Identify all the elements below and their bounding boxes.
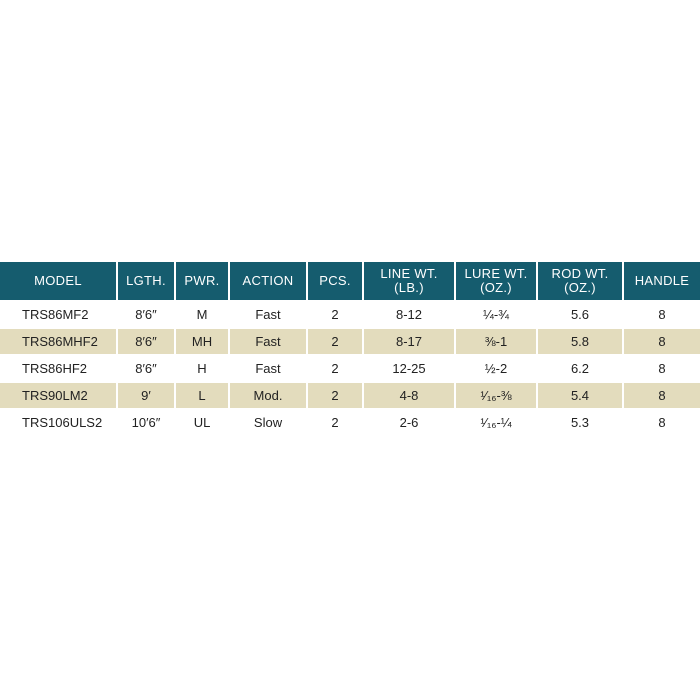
handle-cell: 8 — [624, 381, 700, 408]
line-weight-cell: 12-25 — [364, 354, 456, 381]
model-cell: TRS86MF2 — [0, 300, 118, 327]
pieces-cell: 2 — [308, 408, 364, 435]
action-cell: Fast — [230, 354, 308, 381]
length-cell: 8′6″ — [118, 327, 176, 354]
rod-spec-table — [0, 262, 700, 435]
header-length: LGTH. — [118, 262, 176, 300]
model-cell: TRS90LM2 — [0, 381, 118, 408]
header-model: MODEL — [0, 262, 118, 300]
model-cell: TRS86HF2 — [0, 354, 118, 381]
line-weight-cell: 8-17 — [364, 327, 456, 354]
line-weight-cell: 8-12 — [364, 300, 456, 327]
rod-weight-cell: 5.4 — [538, 381, 624, 408]
length-cell: 8′6″ — [118, 300, 176, 327]
power-cell: M — [176, 300, 230, 327]
line-weight-cell: 4-8 — [364, 381, 456, 408]
action-cell: Slow — [230, 408, 308, 435]
length-cell: 9′ — [118, 381, 176, 408]
rod-weight-cell: 5.3 — [538, 408, 624, 435]
power-cell: UL — [176, 408, 230, 435]
lure-weight-cell: ⅜-1 — [456, 327, 538, 354]
action-cell: Mod. — [230, 381, 308, 408]
handle-cell: 8 — [624, 408, 700, 435]
rod-weight-cell: 6.2 — [538, 354, 624, 381]
lure-weight-cell: ¼-¾ — [456, 300, 538, 327]
handle-cell: 8 — [624, 300, 700, 327]
rod-weight-cell: 5.6 — [538, 300, 624, 327]
pieces-cell: 2 — [308, 381, 364, 408]
table-row — [0, 354, 700, 381]
model-cell: TRS86MHF2 — [0, 327, 118, 354]
header-handle: HANDLE — [624, 262, 700, 300]
table-row — [0, 381, 700, 408]
model-cell: TRS106ULS2 — [0, 408, 118, 435]
lure-weight-cell: ½-2 — [456, 354, 538, 381]
header-lure-weight: LURE WT. (OZ.) — [456, 262, 538, 300]
power-cell: H — [176, 354, 230, 381]
length-cell: 10′6″ — [118, 408, 176, 435]
header-power: PWR. — [176, 262, 230, 300]
table-row — [0, 300, 700, 327]
table-header-row — [0, 262, 700, 300]
action-cell: Fast — [230, 300, 308, 327]
lure-weight-cell: ¹⁄₁₆-¼ — [456, 408, 538, 435]
lure-weight-cell: ¹⁄₁₆-⅜ — [456, 381, 538, 408]
pieces-cell: 2 — [308, 354, 364, 381]
rod-weight-cell: 5.8 — [538, 327, 624, 354]
header-line-weight: LINE WT. (LB.) — [364, 262, 456, 300]
handle-cell: 8 — [624, 354, 700, 381]
power-cell: MH — [176, 327, 230, 354]
table-row — [0, 327, 700, 354]
pieces-cell: 2 — [308, 300, 364, 327]
pieces-cell: 2 — [308, 327, 364, 354]
length-cell: 8′6″ — [118, 354, 176, 381]
power-cell: L — [176, 381, 230, 408]
header-rod-weight: ROD WT. (OZ.) — [538, 262, 624, 300]
table-row — [0, 408, 700, 435]
header-pieces: PCS. — [308, 262, 364, 300]
handle-cell: 8 — [624, 327, 700, 354]
action-cell: Fast — [230, 327, 308, 354]
line-weight-cell: 2-6 — [364, 408, 456, 435]
header-action: ACTION — [230, 262, 308, 300]
